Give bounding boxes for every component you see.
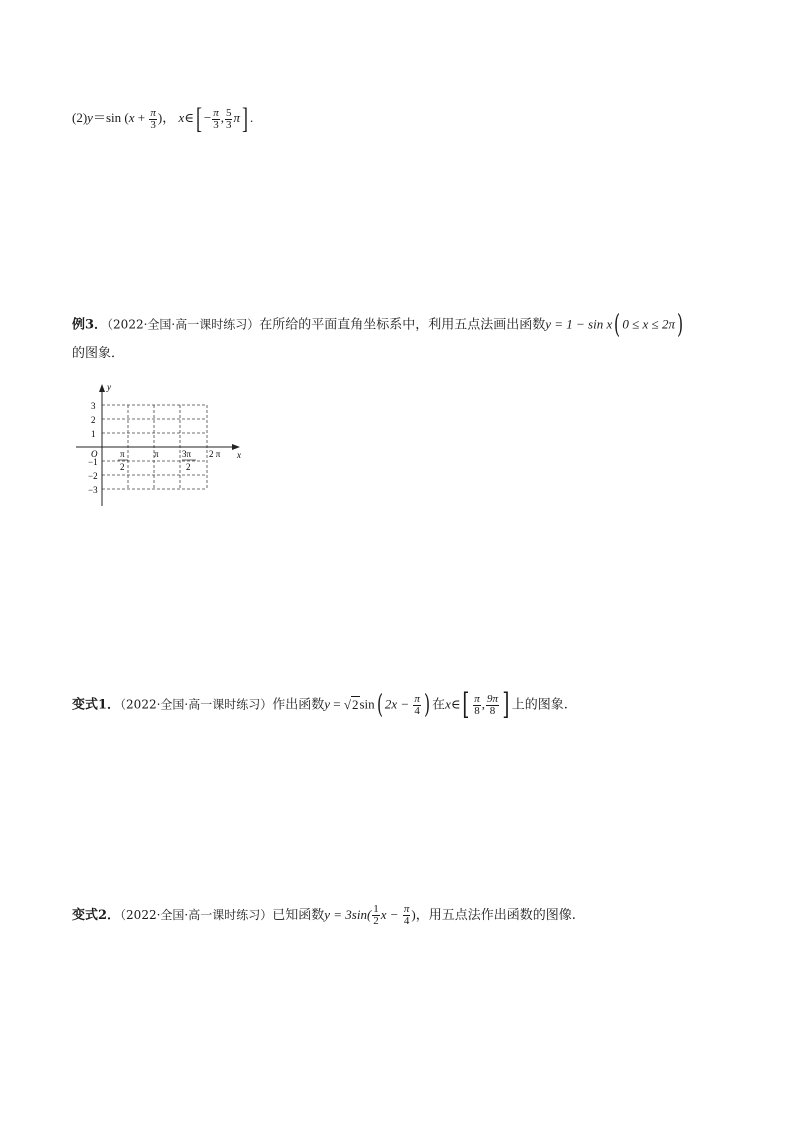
part2-b-pi: π (233, 109, 240, 125)
variant1-fraction-b: $\frac{9\pi}{8}$ (486, 692, 498, 717)
part2-comma: , (220, 109, 224, 125)
coordinate-grid-figure (70, 380, 250, 510)
part2-x2: x (178, 109, 185, 125)
part2-close: )， (157, 109, 176, 125)
variant2-fraction-half: $\frac{1}{2}$ (373, 903, 379, 927)
variant2-label: 变式2． (72, 908, 121, 923)
y-axis-label: y (107, 382, 111, 392)
example3-domain-open: ( (614, 310, 621, 340)
variant1-x: x (445, 696, 451, 712)
example3-formula: y = 1 − sin x (545, 316, 613, 332)
part2-period: . (249, 109, 254, 125)
example3-domain: 0 ≤ x ≤ 2π (622, 316, 675, 332)
variant1-fraction-pi-4: $\frac{\pi}{4}$ (414, 692, 420, 717)
variant2-mid: x − (380, 907, 402, 922)
part2-fraction-b: $\frac{5}{3}$ (225, 106, 232, 131)
variant1-eq: = (330, 696, 344, 712)
part2-fraction-a: $\frac{\pi}{3}$ (213, 106, 219, 131)
part2-plus: + (134, 109, 149, 125)
variant2-tail: ，用五点法作出函数的图像. (415, 908, 576, 923)
part2-y: y (87, 109, 93, 125)
variant1-left-bracket: [ (462, 687, 470, 722)
y-tick-3: 3 (91, 401, 96, 411)
variant1-fraction-a: $\frac{\pi}{8}$ (474, 692, 480, 717)
x-axis-label: x (237, 450, 241, 460)
variant1-in: ∈ (450, 696, 461, 712)
variant2-close: ) (411, 907, 416, 922)
variant1-y: y (324, 696, 331, 712)
part2-minus: − (203, 109, 212, 125)
example3-domain-close: ) (677, 310, 684, 340)
variant1-sin: sin (359, 696, 375, 712)
x-tick-pi-over-2-num: π (120, 449, 125, 459)
variant1-in-text: 在 (432, 697, 446, 713)
x-tick-3pi-over-2-num: 3π (182, 449, 192, 459)
variant1-sqrt: √2 (343, 696, 359, 712)
part2-in: ∈ (184, 109, 194, 125)
variant1-inner: 2x − (384, 696, 413, 712)
variant1-right-bracket: ] (502, 687, 510, 722)
y-tick-neg1: −1 (88, 457, 98, 467)
example3-line2: 的图象． (72, 346, 125, 361)
variant1-source: （2022·全国·高一课时练习） (120, 697, 273, 712)
part2-left-bracket: [ (195, 102, 202, 135)
example3-label: 例3． (72, 317, 108, 333)
y-tick-neg2: −2 (88, 471, 98, 481)
variant1-paren-close: ) (423, 690, 431, 720)
y-tick-2: 2 (91, 415, 96, 425)
example3-source: （2022·全国·高一课时练习） (107, 317, 260, 332)
x-tick-pi: π (154, 449, 159, 459)
example3-text: 在所给的平面直角坐标系中，利用五点法画出函数 (259, 317, 546, 333)
origin-label: O (91, 449, 98, 459)
part2-prefix: (2) (72, 109, 88, 125)
x-tick-pi-over-2-den: 2 (120, 462, 125, 472)
y-tick-neg3: −3 (88, 485, 98, 495)
variant2-text: 已知函数 (272, 908, 325, 923)
x-tick-3pi-over-2-den: 2 (186, 462, 191, 472)
variant1-paren-open: ( (376, 690, 383, 720)
part2-x: x (128, 109, 135, 125)
y-axis-arrow-icon (99, 384, 105, 392)
variant2-line (72, 904, 576, 927)
variant2-fraction-pi-4: $\frac{\pi}{4}$ (403, 903, 410, 927)
x-tick-2pi: 2 π (209, 449, 221, 459)
variant1-tail: 上的图象. (511, 697, 568, 713)
part2-line (72, 104, 253, 134)
variant1-label: 变式1． (72, 697, 121, 713)
part2-right-bracket: ] (241, 102, 248, 135)
variant1-text: 作出函数 (272, 697, 325, 713)
variant2-formula: y = 3sin( (324, 907, 372, 922)
example3-line1 (72, 312, 685, 338)
y-tick-1: 1 (91, 429, 96, 439)
part2-eq: ＝sin ( (92, 109, 129, 125)
variant2-source: （2022·全国·高一课时练习） (120, 908, 273, 922)
part2-fraction-pi-3: $\frac{\pi}{3}$ (150, 106, 156, 131)
variant1-line: 变式1．（2022·全国·高一课时练习）作出函数y = √2sin( 2x − $\frac{\pi}{4}$ ) 在x∈[ $\frac{\pi}{8}$ , $\frac{9\pi}{8}$ ] 上的图象. (72, 687, 568, 722)
